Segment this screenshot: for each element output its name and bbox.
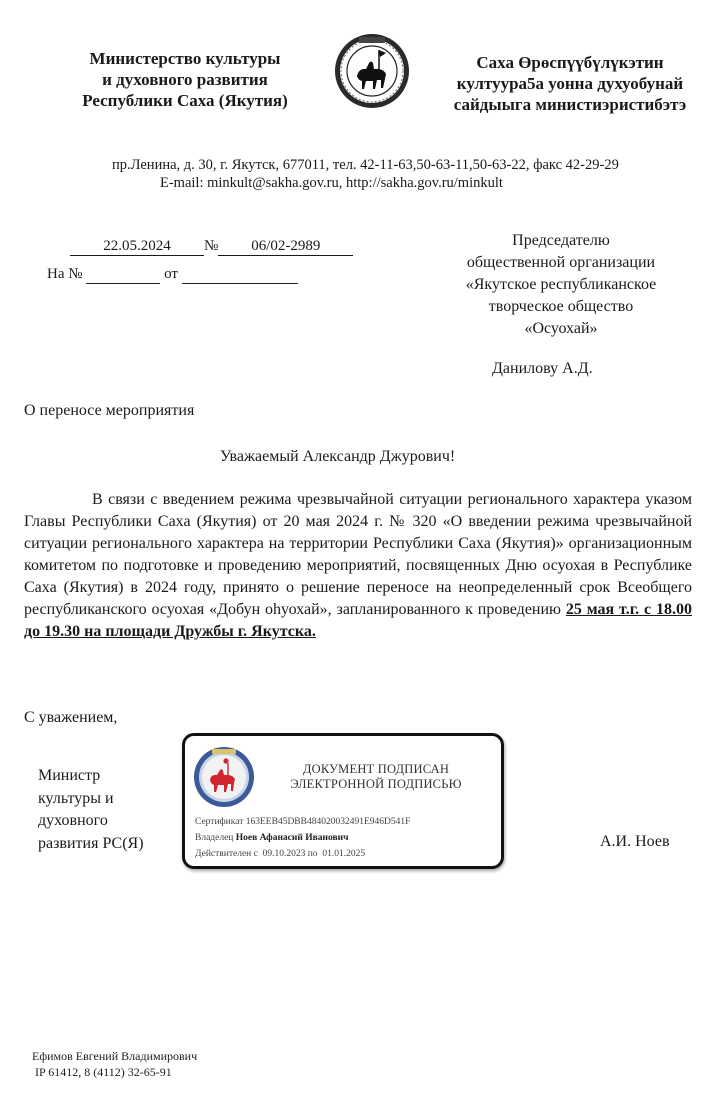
reply-number-blank: [86, 266, 160, 284]
ministry-name-line: култуура5а уонна духуобунай: [456, 74, 684, 93]
reply-from-label: от: [164, 266, 178, 282]
executor-name: Ефимов Евгений Владимирович: [32, 1049, 198, 1063]
reply-date-blank: [182, 266, 298, 284]
valid-from: 09.10.2023: [262, 849, 306, 859]
validity-row: [195, 846, 410, 862]
coat-of-arms-icon: [333, 32, 411, 110]
contact-email-website: E-mail: minkult@sakha.gov.ru, http://sakha.gov.ru/minkult: [160, 175, 503, 191]
event-date-location: 25 мая т.г. с 18.00 до 19.30 на площади Дружбы г. Якутска.: [24, 601, 693, 640]
registration-number: 06/02-2989: [218, 238, 353, 256]
body-text: В связи с введением режима чрезвычайной ситуации регионального характера указом Главы Республики Саха (Якутия) от 20 мая 2024 г. № 320 «О введении режима чрезвычайной ситуации регионального характера на территории Республики Саха (Якутия)» организационным комитетом по подготовке и проведению мероприятий, посвященных Дню осуохая в Республике Саха (Якутия) в 2024 году, принято о решение переносе на неопределенный срок Всеобщего республиканского осуохая «Добун оһуохай», запланированного к проведению: [24, 491, 692, 618]
valid-label: Действителен с: [195, 849, 258, 859]
ministry-name-line: Саха Өрөспүүбүлүкэтин: [476, 53, 664, 72]
certificate-label: Сертификат: [195, 817, 244, 827]
ministry-name-line: и духовного развития: [102, 70, 268, 89]
stamp-title-line: ДОКУМЕНТ ПОДПИСАН: [302, 762, 450, 776]
electronic-signature-stamp: [182, 733, 504, 869]
valid-to: 01.01.2025: [322, 849, 366, 859]
letter-subject: О переносе мероприятия: [24, 402, 195, 419]
ministry-name-line: сайдыыга министиэристибэтэ: [453, 95, 687, 114]
coat-of-arms-color-icon: [193, 746, 255, 808]
number-label: №: [204, 238, 219, 254]
stamp-title: [261, 762, 491, 792]
reply-reference-line: [47, 264, 298, 284]
signer-position: [38, 765, 178, 855]
postal-address: пр.Ленина, д. 30, г. Якутск, 677011, тел. 42-11-63,50-63-11,50-63-22, факс 42-29-29: [112, 157, 619, 173]
owner-label: Владелец: [195, 833, 234, 843]
owner-row: [195, 830, 410, 846]
certificate-row: [195, 814, 410, 830]
addressee-line: творческое общество: [488, 298, 634, 315]
reply-number-label: На №: [47, 266, 83, 282]
addressee-name: Данилову А.Д.: [492, 360, 593, 377]
addressee-line: Председателю: [512, 232, 610, 249]
addressee-line: общественной организации: [466, 254, 656, 271]
position-line: духовного: [38, 812, 108, 829]
ministry-name-line: Республики Саха (Якутия): [82, 91, 288, 110]
greeting: Уважаемый Александр Джурович!: [220, 448, 456, 465]
addressee-block: [430, 230, 692, 340]
position-line: Министр: [38, 767, 101, 784]
position-line: культуры и: [38, 789, 114, 807]
owner-value: Ноев Афанасий Иванович: [235, 833, 349, 843]
stamp-details: [195, 814, 410, 862]
ministry-name-line: Министерство культуры: [89, 49, 281, 68]
ministry-name-yakut: [420, 52, 720, 115]
registration-date: 22.05.2024: [70, 238, 204, 256]
position-line: развития РС(Я): [38, 834, 144, 852]
executor-info: [32, 1048, 197, 1080]
ministry-name-russian: [40, 48, 330, 111]
addressee-line: «Осуохай»: [524, 320, 598, 337]
closing-regards: С уважением,: [24, 709, 118, 726]
registration-number-line: [70, 236, 353, 256]
letter-body: [24, 489, 692, 643]
signer-name: А.И. Ноев: [600, 833, 670, 850]
valid-to-label: по: [307, 849, 318, 859]
stamp-title-line: ЭЛЕКТРОННОЙ ПОДПИСЬЮ: [290, 777, 462, 791]
addressee-line: «Якутское республиканское: [465, 276, 657, 293]
certificate-value: 163EEB45DBB484020032491E946D541F: [245, 817, 411, 827]
executor-phone: IP 61412, 8 (4112) 32-65-91: [35, 1065, 172, 1079]
